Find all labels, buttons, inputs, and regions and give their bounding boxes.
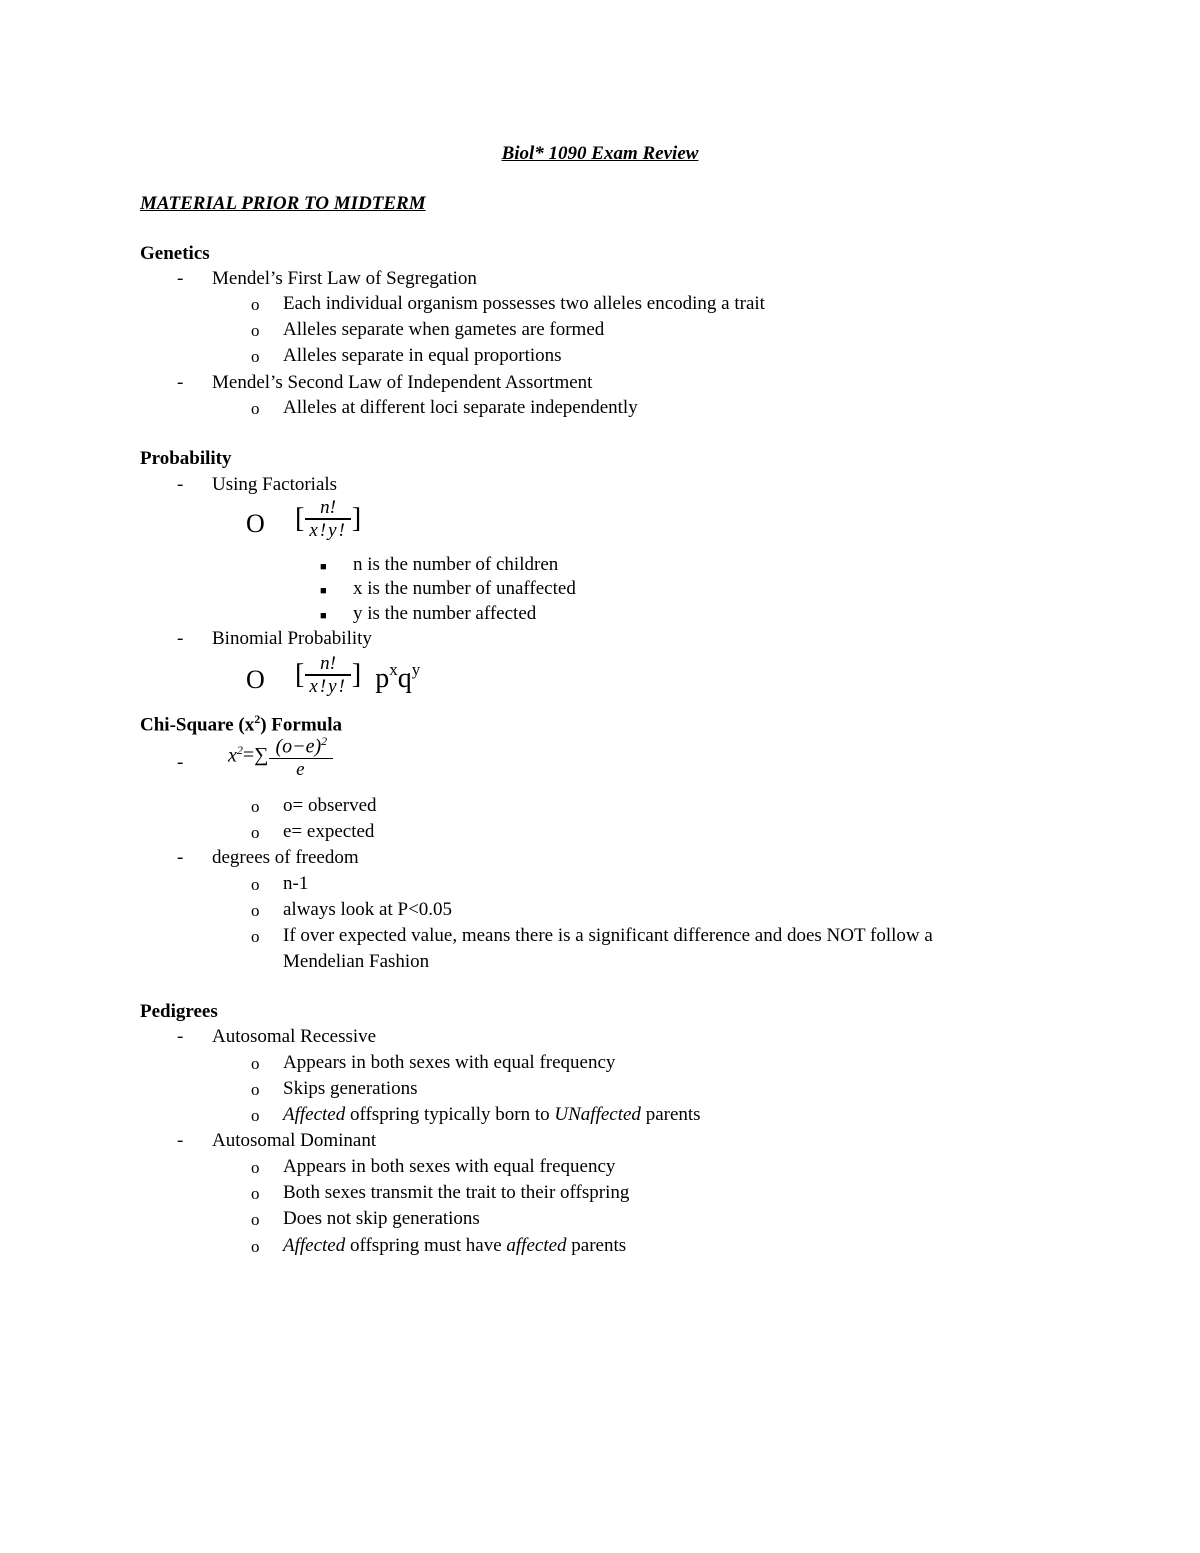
o-bullet: o	[251, 875, 260, 894]
o-bullet: o	[251, 1106, 260, 1125]
o-bullet: o	[251, 1184, 260, 1203]
o-bullet: o	[251, 295, 260, 314]
chi-x-sup: 2	[236, 743, 243, 758]
square-bullet: ■	[320, 585, 327, 597]
fraction-numerator: n!	[320, 653, 336, 674]
o-bullet: o	[251, 901, 260, 920]
dash-bullet: -	[177, 474, 184, 495]
binomial-terms	[375, 655, 420, 694]
dash-bullet: -	[177, 1026, 184, 1047]
square-bullet: ■	[320, 610, 327, 622]
affected-italic: Affected	[283, 1104, 346, 1125]
dash-bullet: -	[177, 372, 184, 393]
dof-point: If over expected value, means there is a significant difference and does NOT follow a	[283, 925, 933, 946]
chi-x: x	[228, 744, 237, 767]
equals-sum: =∑	[242, 744, 269, 767]
big-o-bullet: O	[246, 665, 265, 694]
bracket-open: [	[295, 658, 305, 690]
recessive-point: Appears in both sexes with equal frequency	[283, 1052, 616, 1073]
chi-fraction	[269, 731, 333, 780]
dominant-point: Appears in both sexes with equal frequency	[283, 1156, 616, 1177]
chi-num-sup: 2	[321, 734, 328, 748]
chi-denominator: e	[296, 759, 307, 781]
q-exponent: y	[411, 660, 421, 680]
fraction	[305, 497, 351, 541]
o-bullet: o	[251, 1158, 260, 1177]
o-bullet: o	[251, 1210, 260, 1229]
point-text: parents	[640, 1104, 701, 1125]
law1-point: Alleles separate when gametes are formed	[283, 319, 605, 340]
law1-item: Mendel’s First Law of Segregation	[212, 268, 477, 289]
chi-num-text: (o−e)	[275, 735, 322, 758]
binomial-formula	[295, 653, 420, 697]
big-o-bullet: O	[246, 509, 265, 538]
p-exponent: x	[389, 660, 398, 680]
pedigrees-heading: Pedigrees	[140, 1001, 218, 1022]
recessive-point	[283, 1103, 701, 1127]
fraction-denominator: x!y!	[309, 519, 347, 541]
dominant-point	[283, 1234, 626, 1258]
law2-item: Mendel’s Second Law of Independent Assortment	[212, 372, 593, 393]
chi-numerator	[269, 731, 333, 758]
section-heading: MATERIAL PRIOR TO MIDTERM	[140, 193, 426, 214]
probability-heading: Probability	[140, 448, 232, 469]
chi-lhs	[228, 743, 243, 768]
dominant-point: Both sexes transmit the trait to their offspring	[283, 1182, 630, 1203]
factorials-item: Using Factorials	[212, 474, 338, 495]
q-term: q	[397, 663, 412, 695]
o-bullet: o	[251, 347, 260, 366]
o-bullet: o	[251, 1237, 260, 1256]
recessive-point: Skips generations	[283, 1078, 418, 1099]
dash-bullet: -	[177, 1130, 184, 1151]
dominant-item: Autosomal Dominant	[212, 1130, 377, 1151]
o-bullet: o	[251, 399, 260, 418]
o-bullet: o	[251, 823, 260, 842]
dof-point: n-1	[283, 873, 309, 894]
law1-point: Each individual organism possesses two alleles encoding a trait	[283, 293, 765, 314]
definition-item: n is the number of children	[353, 554, 559, 575]
bracket-close: ]	[351, 502, 362, 534]
o-bullet: o	[251, 321, 260, 340]
factorial-formula	[295, 497, 361, 541]
dash-bullet: -	[177, 752, 184, 773]
chi-heading-text: Chi-Square (x	[140, 714, 255, 736]
dash-bullet: -	[177, 268, 184, 289]
fraction-numerator: n!	[320, 497, 336, 518]
bracket-open: [	[295, 502, 305, 534]
dash-bullet: -	[177, 628, 184, 649]
dof-point: always look at P<0.05	[283, 899, 453, 920]
p-term: p	[375, 663, 390, 695]
point-text: parents	[566, 1235, 627, 1256]
chi-var: e= expected	[283, 821, 375, 842]
dominant-point: Does not skip generations	[283, 1208, 480, 1229]
page-title: Biol* 1090 Exam Review	[501, 143, 699, 164]
dof-item: degrees of freedom	[212, 847, 359, 868]
point-text: offspring typically born to	[345, 1104, 555, 1125]
affected-italic: affected	[506, 1235, 567, 1256]
genetics-heading: Genetics	[140, 243, 210, 264]
recessive-item: Autosomal Recessive	[212, 1026, 377, 1047]
chi-heading-sup: 2	[254, 712, 261, 726]
o-bullet: o	[251, 1080, 260, 1099]
law2-point: Alleles at different loci separate independently	[283, 397, 638, 418]
definition-item: x is the number of unaffected	[353, 578, 576, 599]
fraction-denominator: x!y!	[309, 675, 347, 697]
law1-point: Alleles separate in equal proportions	[283, 345, 562, 366]
o-bullet: o	[251, 1054, 260, 1073]
bracket-close: ]	[351, 658, 362, 690]
chi-square-formula	[228, 731, 334, 780]
o-bullet: o	[251, 927, 260, 946]
dof-point-continued: Mendelian Fashion	[283, 951, 430, 972]
binomial-item: Binomial Probability	[212, 628, 372, 649]
fraction	[305, 653, 351, 697]
chi-heading-text-end: ) Formula	[260, 714, 342, 736]
definition-item: y is the number affected	[353, 603, 537, 624]
affected-italic: Affected	[283, 1235, 346, 1256]
chi-var: o= observed	[283, 795, 377, 816]
o-bullet: o	[251, 797, 260, 816]
point-text: offspring must have	[345, 1235, 507, 1256]
square-bullet: ■	[320, 561, 327, 573]
dash-bullet: -	[177, 847, 184, 868]
unaffected-italic: UNaffected	[554, 1104, 641, 1125]
